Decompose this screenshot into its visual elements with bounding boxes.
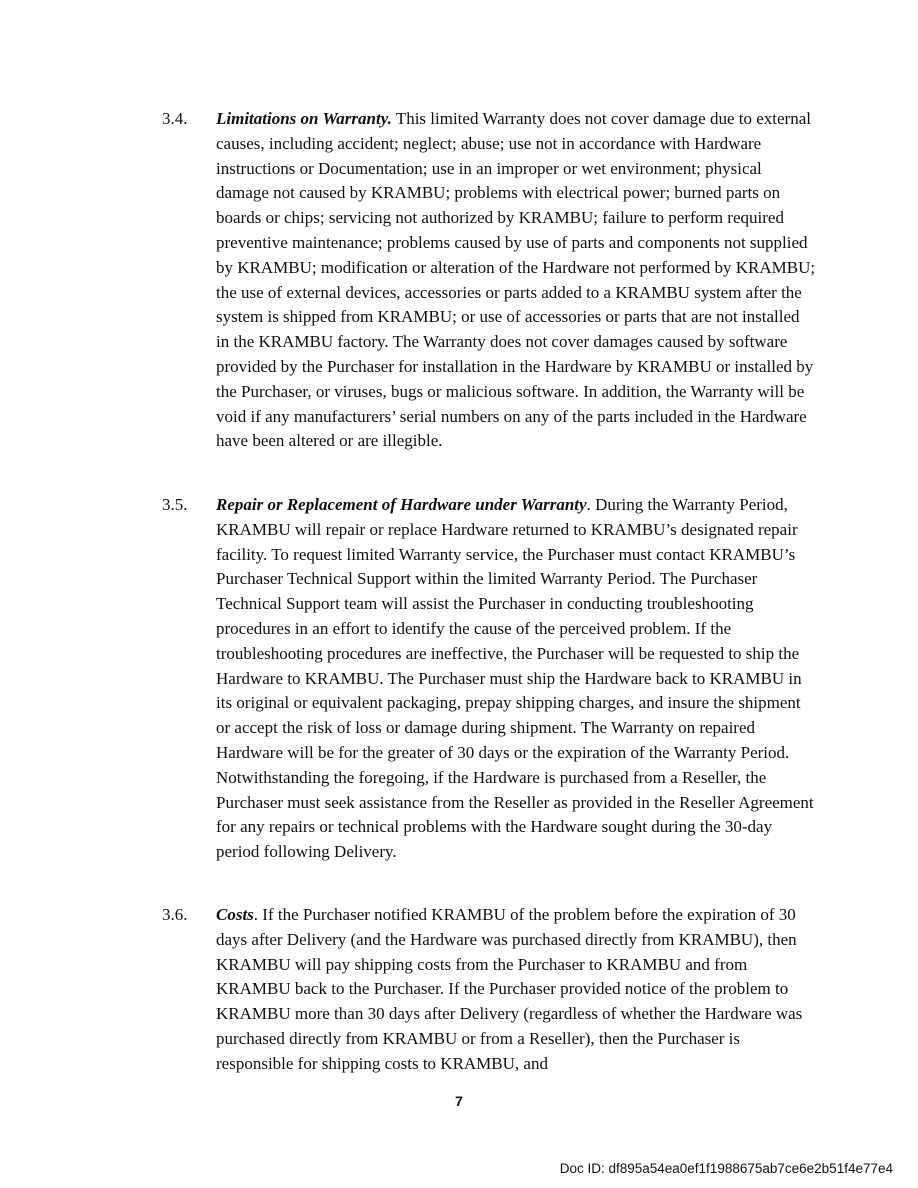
doc-id-footer: Doc ID: df895a54ea0ef1f1988675ab7ce6e2b51f4e77e4 <box>559 1161 893 1176</box>
section-number: 3.5. <box>162 495 188 514</box>
section-number: 3.6. <box>162 905 188 924</box>
section-body <box>216 903 816 1077</box>
section-title: Limitations on Warranty. <box>216 109 392 128</box>
section-body <box>216 493 816 865</box>
section-text: . If the Purchaser notified KRAMBU of the problem before the expiration of 30 days after Delivery (and the Hardware was purchased directly from KRAMBU), then KRAMBU will pay shipping costs from the Purchaser to KRAMBU and from KRAMBU back to the Purchaser. If the Purchaser provided notice of the problem to KRAMBU more than 30 days after Delivery (regardless of whether the Hardware was purchased directly from KRAMBU or from a Reseller), then the Purchaser is responsible for shipping costs to KRAMBU, and <box>216 905 803 1073</box>
section-3-4 <box>160 107 820 454</box>
section-title: Repair or Replacement of Hardware under Warranty <box>216 495 587 514</box>
section-3-6 <box>160 903 820 1077</box>
section-title: Costs <box>216 905 254 924</box>
section-number: 3.4. <box>162 109 188 128</box>
section-body <box>216 107 816 454</box>
section-text: This limited Warranty does not cover damage due to external causes, including accident; neglect; abuse; use not in accordance with Hardware instructions or Documentation; use in an improper or wet environment; physical damage not caused by KRAMBU; problems with electrical power; burned parts on boards or chips; servicing not authorized by KRAMBU; failure to perform required preventive maintenance; problems caused by use of parts and components not supplied by KRAMBU; modification or alteration of the Hardware not performed by KRAMBU; the use of external devices, accessories or parts added to a KRAMBU system after the system is shipped from KRAMBU; or use of accessories or parts that are not installed in the KRAMBU factory. The Warranty does not cover damages caused by software provided by the Purchaser for installation in the Hardware by KRAMBU or installed by the Purchaser, or viruses, bugs or malicious software. In addition, the Warranty will be void if any manufacturers’ serial numbers on any of the parts included in the Hardware have been altered or are illegible. <box>216 109 816 451</box>
section-3-5 <box>160 493 820 865</box>
section-text: . During the Warranty Period, KRAMBU will repair or replace Hardware returned to KRAMBU’s designated repair facility. To request limited Warranty service, the Purchaser must contact KRAMBU’s Purchaser Technical Support within the limited Warranty Period. The Purchaser Technical Support team will assist the Purchaser in conducting troubleshooting procedures in an effort to identify the cause of the perceived problem. If the troubleshooting procedures are ineffective, the Purchaser will be requested to ship the Hardware to KRAMBU. The Purchaser must ship the Hardware back to KRAMBU in its original or equivalent packaging, prepay shipping charges, and insure the shipment or accept the risk of loss or damage during shipment. The Warranty on repaired Hardware will be for the greater of 30 days or the expiration of the Warranty Period. Notwithstanding the foregoing, if the Hardware is purchased from a Reseller, the Purchaser must seek assistance from the Reseller as provided in the Reseller Agreement for any repairs or technical problems with the Hardware sought during the 30-day period following Delivery. <box>216 495 814 862</box>
page-number: 7 <box>455 1093 463 1109</box>
